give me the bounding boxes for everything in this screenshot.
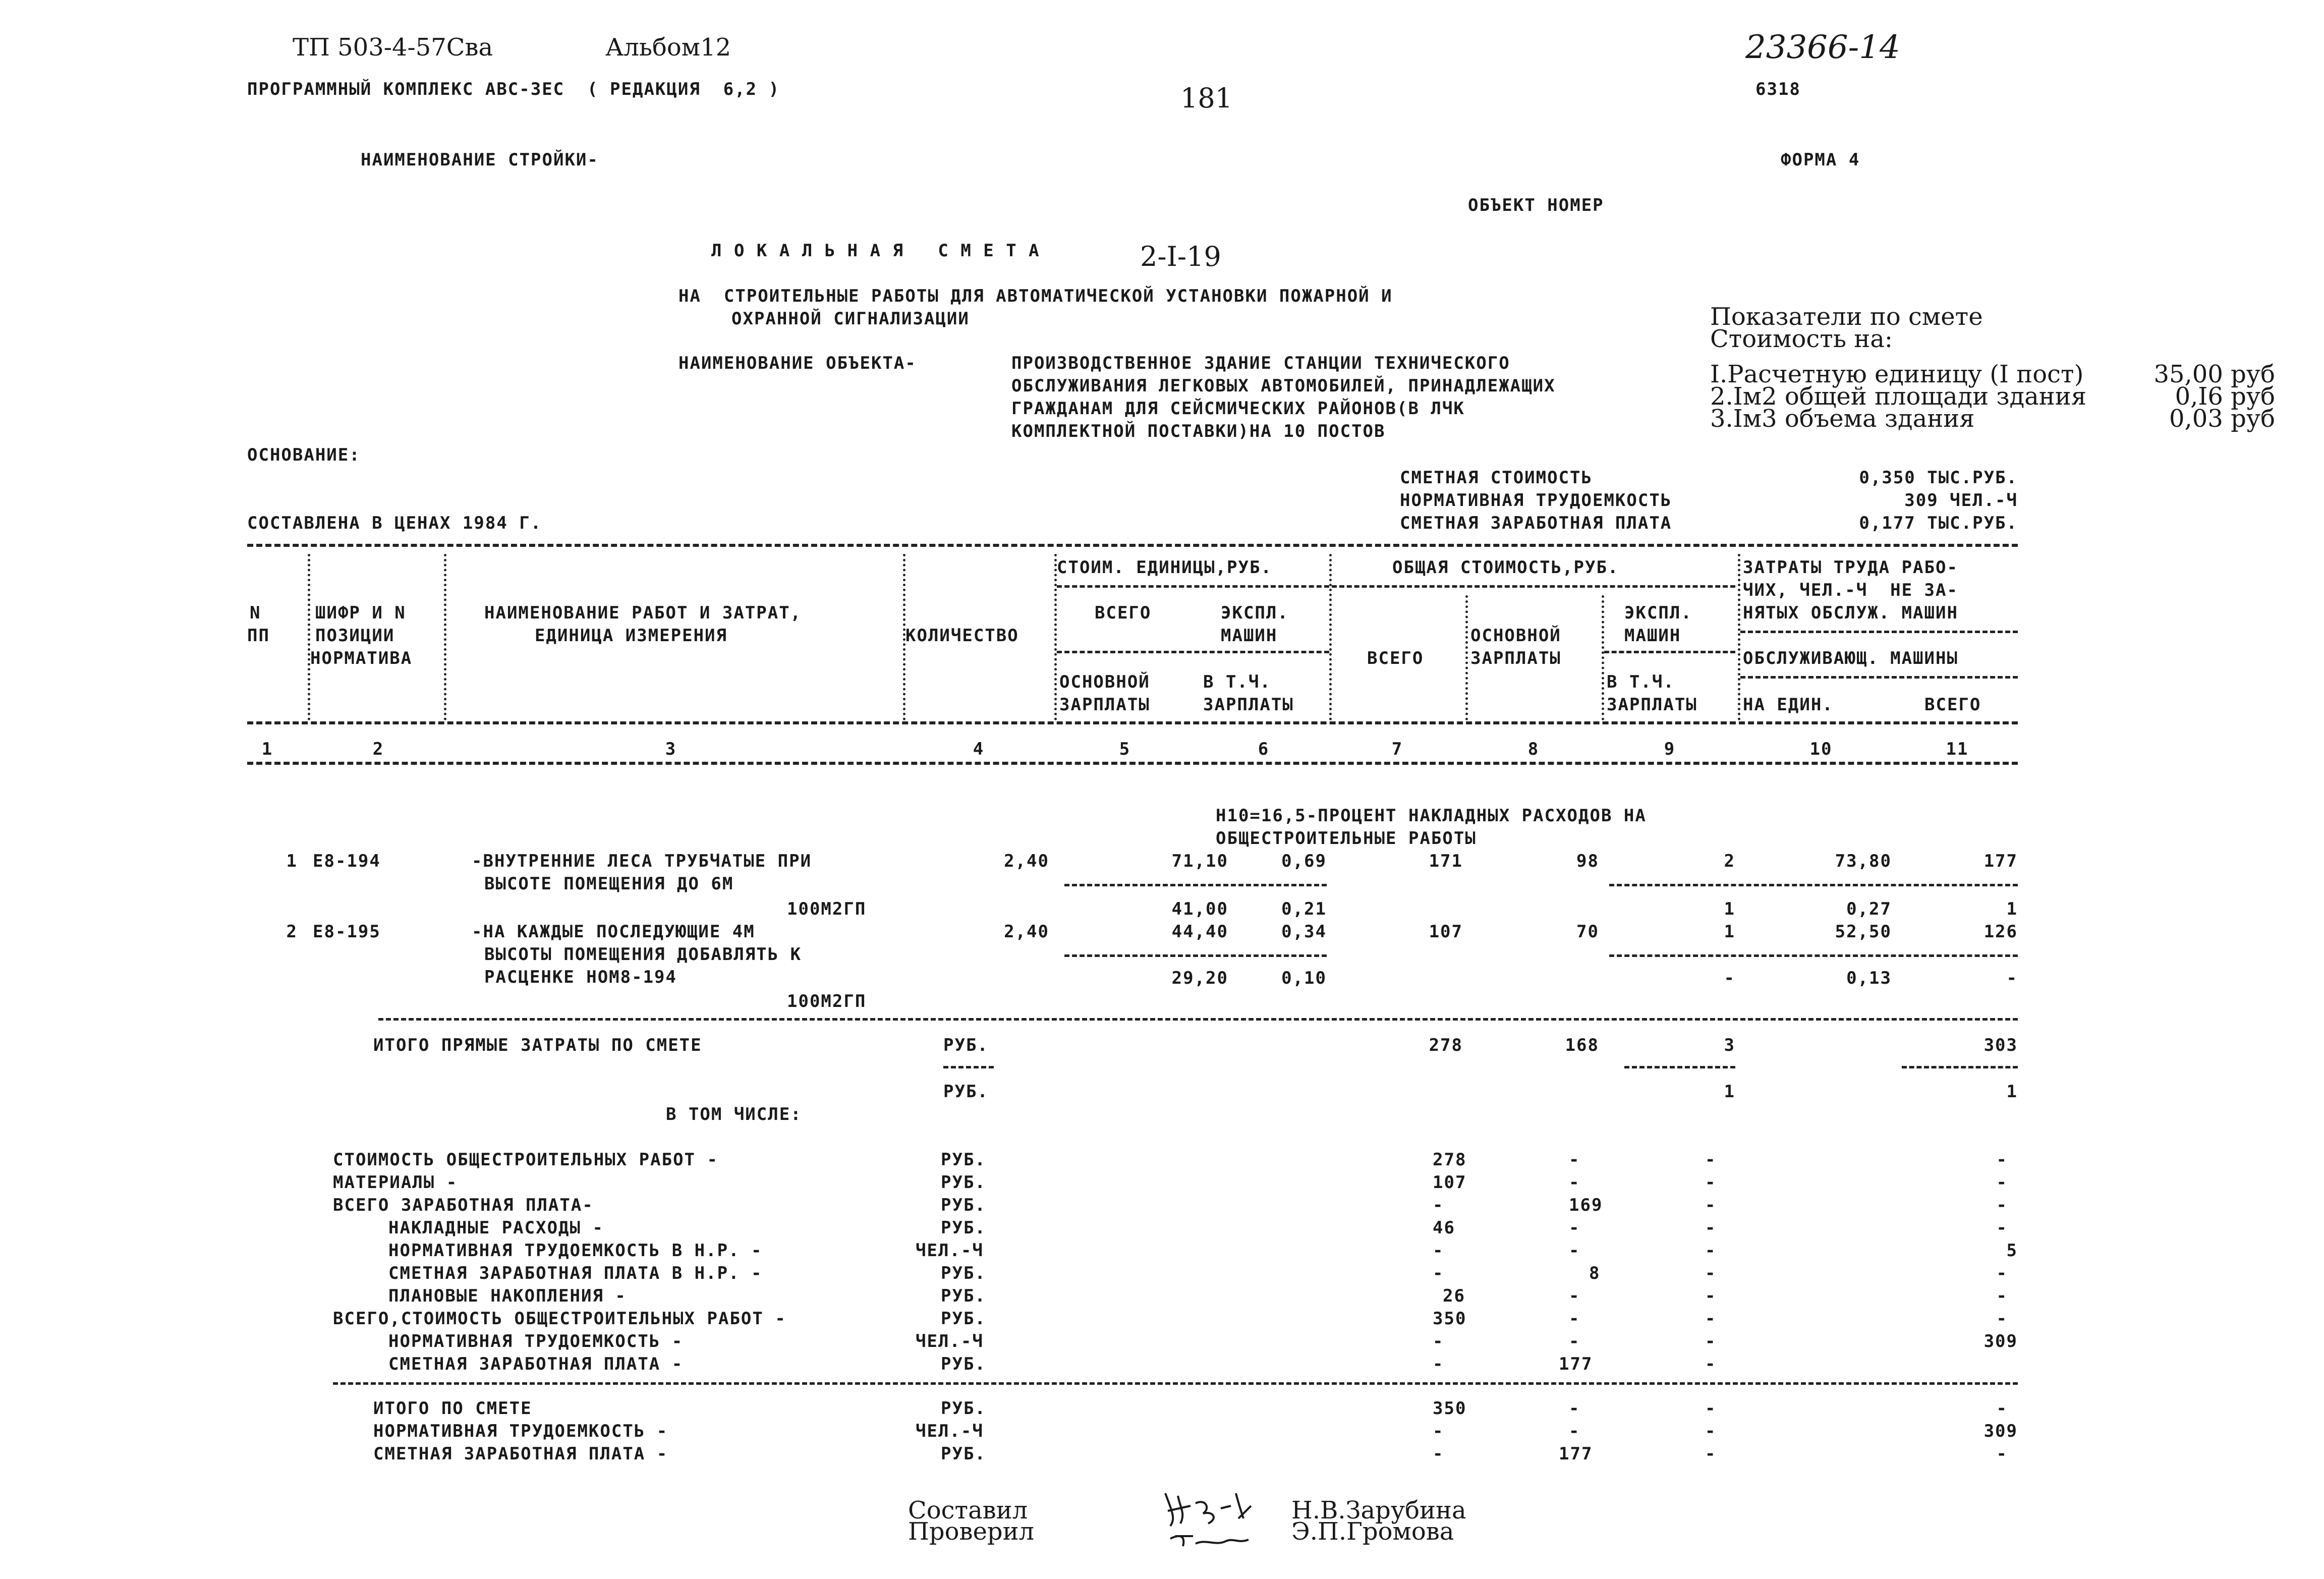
breakdown-unit: РУБ. [941, 1263, 986, 1283]
totals-c8: - [1569, 1421, 1580, 1441]
row-name-line: -НА КАЖДЫЕ ПОСЛЕДУЮЩИЕ 4М [472, 922, 755, 942]
breakdown-c8: - [1569, 1172, 1580, 1193]
header-pp: ПП [247, 626, 270, 646]
indicator-value-1: 35,00 руб [2153, 360, 2275, 388]
indicator-value-3: 0,03 руб [2169, 405, 2275, 433]
header-sub-rule [1057, 585, 1329, 588]
row-c7: 171 [1429, 851, 1463, 871]
header-c9-bottom-2: ЗАРПЛАТЫ [1607, 695, 1697, 715]
direct-costs-c8: 168 [1565, 1035, 1599, 1055]
breakdown-c8: - [1569, 1331, 1580, 1351]
row-unit: 100М2ГП [787, 899, 867, 919]
col-sep [1738, 554, 1740, 720]
row-sub-rule [1609, 884, 2018, 886]
totals-c8: 177 [1559, 1444, 1593, 1464]
breakdown-unit: РУБ. [941, 1286, 986, 1306]
row-c9: 2 [1724, 851, 1735, 871]
basis-label: ОСНОВАНИЕ: [247, 445, 361, 465]
breakdown-label: НОРМАТИВНАЯ ТРУДОЕМКОСТЬ В Н.Р. - [388, 1240, 763, 1261]
direct-costs-sub-rule [1624, 1066, 1735, 1068]
indicator-value-2: 0,I6 руб [2175, 382, 2275, 411]
totals-c11: - [1996, 1398, 2008, 1419]
checked-label: Проверил [908, 1517, 1035, 1546]
header-c6-bottom-1: В Т.Ч. [1203, 672, 1271, 692]
row-c5: 71,10 [1171, 851, 1228, 871]
row-code: Е8-194 [313, 851, 381, 871]
breakdown-c9: - [1705, 1240, 1717, 1261]
row-c9: 1 [1724, 922, 1735, 942]
totals-c8: - [1569, 1398, 1580, 1419]
breakdown-unit: РУБ. [941, 1218, 986, 1238]
breakdown-label: ВСЕГО ЗАРАБОТНАЯ ПЛАТА- [333, 1195, 594, 1215]
header-c6-bottom-2: ЗАРПЛАТЫ [1203, 695, 1294, 715]
row-c9-wage: - [1724, 968, 1735, 988]
direct-costs-c11-wage: 1 [2006, 1082, 2018, 1102]
direct-costs-label: ИТОГО ПРЯМЫЕ ЗАТРАТЫ ПО СМЕТЕ [373, 1035, 702, 1055]
col-number: 9 [1664, 739, 1676, 759]
col-number: 11 [1946, 739, 1969, 759]
header-sub-rule [1332, 585, 1735, 588]
row-code: Е8-195 [313, 922, 381, 942]
breakdown-unit: РУБ. [941, 1150, 986, 1170]
row-c6-wage: 0,10 [1281, 968, 1327, 988]
header-name-1: НАИМЕНОВАНИЕ РАБОТ И ЗАТРАТ, [484, 603, 802, 623]
header-c9-top-1: ЭКСПЛ. [1624, 603, 1692, 623]
estimate-number: 2-I-19 [1140, 241, 1221, 272]
breakdown-c7: 350 [1433, 1309, 1467, 1329]
object-line-4: КОМПЛЕКТНОЙ ПОСТАВКИ)НА 10 ПОСТОВ [1011, 421, 1386, 441]
breakdown-unit: ЧЕЛ.-Ч [916, 1331, 984, 1351]
unit-cost-header: СТОИМ. ЕДИНИЦЫ,РУБ. [1057, 557, 1272, 578]
row-c6: 0,69 [1281, 851, 1327, 871]
breakdown-c11: - [1996, 1195, 2008, 1215]
header-c9-bottom-1: В Т.Ч. [1607, 672, 1675, 692]
breakdown-unit: РУБ. [941, 1195, 986, 1215]
row-unit: 100М2ГП [787, 991, 867, 1011]
object-label: НАИМЕНОВАНИЕ ОБЪЕКТА- [678, 353, 917, 373]
breakdown-label: СМЕТНАЯ ЗАРАБОТНАЯ ПЛАТА В Н.Р. - [388, 1263, 763, 1283]
row-c6: 0,34 [1281, 922, 1327, 942]
header-n: N [250, 603, 261, 623]
total-cost-header: ОБЩАЯ СТОИМОСТЬ,РУБ. [1392, 557, 1619, 578]
object-line-1: ПРОИЗВОДСТВЕННОЕ ЗДАНИЕ СТАНЦИИ ТЕХНИЧЕСКОГО [1011, 353, 1510, 373]
header-qty: КОЛИЧЕСТВО [905, 626, 1019, 646]
row-c5-wage: 29,20 [1171, 968, 1228, 988]
direct-costs-sub-rule [1902, 1066, 2018, 1068]
breakdown-c7: - [1433, 1354, 1444, 1374]
col-sep [1054, 554, 1057, 720]
breakdown-c8: - [1569, 1150, 1580, 1170]
code-right: 6318 [1755, 79, 1801, 99]
header-code-1: ШИФР И N [315, 603, 406, 623]
program-line: ПРОГРАММНЫЙ КОМПЛЕКС АВС-ЗЕС ( РЕДАКЦИЯ 6,2 ) [247, 79, 780, 99]
totals-unit: РУБ. [941, 1398, 986, 1419]
totals-c7: - [1433, 1421, 1444, 1441]
breakdown-c11: - [1996, 1263, 2008, 1283]
breakdown-unit: РУБ. [941, 1309, 986, 1329]
breakdown-c7: 278 [1433, 1150, 1467, 1170]
col-sep [1602, 595, 1604, 720]
breakdown-c7: 107 [1433, 1172, 1467, 1193]
row-qty: 2,40 [1004, 851, 1049, 871]
row-c11-wage: 1 [2006, 899, 2018, 919]
row-sub-rule [1064, 954, 1327, 957]
row-c5: 44,40 [1171, 922, 1228, 942]
direct-costs-unit: РУБ. [943, 1035, 989, 1055]
breakdown-c8: 8 [1589, 1263, 1601, 1283]
direct-costs-c11: 303 [1983, 1035, 2018, 1055]
col-sep [308, 554, 310, 720]
col-number: 7 [1391, 739, 1403, 759]
summary-wage-value: 0,177 ТЫС.РУБ. [1859, 513, 2018, 533]
header-c11: ВСЕГО [1924, 695, 1981, 715]
summary-wage-label: СМЕТНАЯ ЗАРАБОТНАЯ ПЛАТА [1400, 513, 1672, 533]
direct-costs-rule [378, 1018, 2018, 1021]
breakdown-c11: - [1996, 1172, 2008, 1193]
totals-c11: - [1996, 1444, 2008, 1464]
object-number: ОБЪЕКТ НОМЕР [1468, 195, 1604, 215]
breakdown-label: НАКЛАДНЫЕ РАСХОДЫ - [388, 1218, 604, 1238]
header-c5-bottom-1: ОСНОВНОЙ [1059, 672, 1150, 692]
totals-c7: - [1433, 1444, 1444, 1464]
row-c8: 70 [1576, 922, 1599, 942]
checked-name: Э.П.Громова [1291, 1517, 1454, 1546]
breakdown-c9: - [1705, 1354, 1717, 1374]
breakdown-unit: РУБ. [941, 1354, 986, 1374]
row-c11: 126 [1983, 922, 2018, 942]
album-label: Альбом12 [605, 33, 731, 62]
row-c10-wage: 0,13 [1846, 968, 1892, 988]
row-name-line: -ВНУТРЕННИЕ ЛЕСА ТРУБЧАТЫЕ ПРИ [472, 851, 812, 871]
header-c5-top: ВСЕГО [1095, 603, 1152, 623]
page-number: 181 [1180, 82, 1233, 114]
overhead-note-1: Н10=16,5-ПРОЦЕНТ НАКЛАДНЫХ РАСХОДОВ НА [1216, 806, 1647, 826]
row-c10: 73,80 [1835, 851, 1892, 871]
overhead-note-2: ОБЩЕСТРОИТЕЛЬНЫЕ РАБОТЫ [1216, 828, 1477, 849]
including-label: В ТОМ ЧИСЛЕ: [666, 1104, 802, 1124]
breakdown-c9: - [1705, 1195, 1717, 1215]
table-top-rule [247, 544, 2018, 547]
col-sep [1465, 595, 1468, 720]
totals-unit: ЧЕЛ.-Ч [916, 1421, 984, 1441]
breakdown-c8: - [1569, 1309, 1580, 1329]
row-name-line: ВЫСОТЫ ПОМЕЩЕНИЯ ДОБАВЛЯТЬ К [484, 944, 802, 965]
breakdown-c11: - [1996, 1218, 2008, 1238]
signature-compiled [1155, 1483, 1256, 1554]
summary-labor-value: 309 ЧЕЛ.-Ч [1904, 490, 2018, 511]
totals-c11: 309 [1983, 1421, 2018, 1441]
row-c5-wage: 41,00 [1171, 899, 1228, 919]
breakdown-c8: - [1569, 1240, 1580, 1261]
breakdown-c8: 169 [1569, 1195, 1603, 1215]
row-c6-wage: 0,21 [1281, 899, 1327, 919]
totals-label: НОРМАТИВНАЯ ТРУДОЕМКОСТЬ - [373, 1421, 668, 1441]
row-c11: 177 [1983, 851, 2018, 871]
col-number: 1 [261, 739, 273, 759]
breakdown-c11: - [1996, 1309, 2008, 1329]
header-c10: НА ЕДИН. [1743, 695, 1834, 715]
direct-costs-c9: 3 [1724, 1035, 1735, 1055]
breakdown-c7: 46 [1433, 1218, 1455, 1238]
estimate-title: Л О К А Л Ь Н А Я С М Е Т А [711, 241, 1040, 261]
row-c10: 52,50 [1835, 922, 1892, 942]
object-line-2: ОБСЛУЖИВАНИЯ ЛЕГКОВЫХ АВТОМОБИЛЕЙ, ПРИНАДЛЕЖАЩИХ [1011, 376, 1556, 396]
breakdown-label: ПЛАНОВЫЕ НАКОПЛЕНИЯ - [388, 1286, 627, 1306]
breakdown-label: СМЕТНАЯ ЗАРАБОТНАЯ ПЛАТА - [388, 1354, 684, 1374]
breakdown-c11: - [1996, 1150, 2008, 1170]
header-c7: ВСЕГО [1367, 648, 1424, 668]
object-line-3: ГРАЖДАНАМ ДЛЯ СЕЙСМИЧЕСКИХ РАЙОНОВ(В ЛЧК [1011, 399, 1465, 419]
row-name-line: ВЫСОТЕ ПОМЕЩЕНИЯ ДО 6М [484, 874, 734, 894]
summary-labor-label: НОРМАТИВНАЯ ТРУДОЕМКОСТЬ [1400, 490, 1672, 511]
breakdown-c7: - [1433, 1331, 1444, 1351]
breakdown-c11: 5 [2006, 1240, 2018, 1261]
totals-label: ИТОГО ПО СМЕТЕ [373, 1398, 532, 1419]
header-name-2: ЕДИНИЦА ИЗМЕРЕНИЯ [535, 626, 727, 646]
work-line-2: ОХРАННОЙ СИГНАЛИЗАЦИИ [731, 309, 970, 329]
header-sub-rule [1057, 651, 1329, 653]
row-number: 2 [286, 922, 298, 942]
labor-header-1: ЗАТРАТЫ ТРУДА РАБО- [1743, 557, 1958, 578]
col-number: 5 [1119, 739, 1131, 759]
compiled-name: Н.В.Зарубина [1291, 1496, 1466, 1525]
breakdown-unit: ЧЕЛ.-Ч [916, 1240, 984, 1261]
col-number: 10 [1809, 739, 1833, 759]
row-c8: 98 [1576, 851, 1599, 871]
header-c6-top-2: МАШИН [1221, 626, 1278, 646]
header-c8-2: ЗАРПЛАТЫ [1470, 648, 1561, 668]
row-c7: 107 [1429, 922, 1463, 942]
breakdown-c8: - [1569, 1218, 1580, 1238]
row-sub-rule [1064, 884, 1327, 886]
breakdown-c9: - [1705, 1172, 1717, 1193]
totals-label: СМЕТНАЯ ЗАРАБОТНАЯ ПЛАТА - [373, 1444, 668, 1464]
row-c11-wage: - [2006, 968, 2018, 988]
totals-c9: - [1705, 1398, 1717, 1419]
breakdown-c9: - [1705, 1331, 1717, 1351]
building-label: НАИМЕНОВАНИЕ СТРОЙКИ- [361, 150, 599, 170]
breakdown-unit: РУБ. [941, 1172, 986, 1193]
col-number: 6 [1258, 739, 1270, 759]
labor-header-3: НЯТЫХ ОБСЛУЖ. МАШИН [1743, 603, 1958, 623]
direct-costs-c7: 278 [1429, 1035, 1463, 1055]
labor-sub-header: ОБСЛУЖИВАЮЩ. МАШИНЫ [1743, 648, 1958, 668]
col-sep [1329, 554, 1332, 720]
row-name-line: РАСЦЕНКЕ НОМ8-194 [484, 967, 677, 987]
row-sub-rule [1609, 954, 2018, 957]
breakdown-label: НОРМАТИВНАЯ ТРУДОЕМКОСТЬ - [388, 1331, 684, 1351]
breakdown-c8: 177 [1559, 1354, 1593, 1374]
row-c10-wage: 0,27 [1846, 899, 1892, 919]
summary-cost-label: СМЕТНАЯ СТОИМОСТЬ [1400, 468, 1593, 488]
breakdown-c11: 309 [1983, 1331, 2018, 1351]
work-line-1: НА СТРОИТЕЛЬНЫЕ РАБОТЫ ДЛЯ АВТОМАТИЧЕСКОЙ УСТАНОВКИ ПОЖАРНОЙ И [678, 286, 1393, 306]
breakdown-c7: - [1433, 1240, 1444, 1261]
header-c6-top-1: ЭКСПЛ. [1221, 603, 1289, 623]
header-sub-rule [1740, 631, 2018, 633]
totals-rule [333, 1382, 2018, 1385]
col-number: 8 [1527, 739, 1540, 759]
row-number: 1 [286, 851, 298, 871]
indicator-label-1: I.Расчетную единицу (I пост) [1710, 360, 2084, 388]
direct-costs-unit-2: РУБ. [943, 1082, 989, 1102]
header-c8-1: ОСНОВНОЙ [1470, 626, 1561, 646]
totals-c7: 350 [1433, 1398, 1467, 1419]
summary-cost-value: 0,350 ТЫС.РУБ. [1859, 468, 2018, 488]
doc-code: ТП 503-4-57Сва [293, 33, 493, 62]
direct-costs-sub-rule [943, 1066, 994, 1068]
header-sub-rule [1604, 651, 1735, 653]
header-c5-bottom-2: ЗАРПЛАТЫ [1059, 695, 1150, 715]
col-number: 2 [372, 739, 384, 759]
col-number: 3 [665, 739, 677, 759]
header-number-rule [247, 721, 2018, 724]
indicators-title: Показатели по смете [1710, 303, 1983, 331]
breakdown-c8: - [1569, 1286, 1580, 1306]
header-c9-top-2: МАШИН [1624, 626, 1681, 646]
breakdown-c7: - [1433, 1263, 1444, 1283]
handwritten-number: 23366-14 [1745, 29, 1900, 66]
header-sub-rule [1740, 676, 2018, 679]
breakdown-c9: - [1705, 1150, 1717, 1170]
totals-unit: РУБ. [941, 1444, 986, 1464]
col-sep [444, 554, 446, 720]
prices-label: СОСТАВЛЕНА В ЦЕНАХ 1984 Г. [247, 513, 542, 533]
indicator-label-3: 3.Iм3 объема здания [1710, 405, 1975, 433]
breakdown-c9: - [1705, 1218, 1717, 1238]
row-qty: 2,40 [1004, 922, 1049, 942]
header-code-2: ПОЗИЦИИ [315, 626, 395, 646]
col-number: 4 [973, 739, 985, 759]
indicators-subtitle: Стоимость на: [1710, 325, 1893, 353]
breakdown-label: ВСЕГО,СТОИМОСТЬ ОБЩЕСТРОИТЕЛЬНЫХ РАБОТ - [333, 1309, 786, 1329]
breakdown-c9: - [1705, 1263, 1717, 1283]
breakdown-c7: - [1433, 1195, 1444, 1215]
direct-costs-c9-wage: 1 [1724, 1082, 1735, 1102]
totals-c9: - [1705, 1444, 1717, 1464]
breakdown-c7: 26 [1443, 1286, 1465, 1306]
indicator-label-2: 2.Iм2 общей площади здания [1710, 382, 2087, 411]
breakdown-c11: - [1996, 1286, 2008, 1306]
compiled-label: Составил [908, 1496, 1028, 1525]
header-code-3: НОРМАТИВА [310, 648, 413, 668]
row-c9-wage: 1 [1724, 899, 1735, 919]
form-label: ФОРМА 4 [1781, 150, 1860, 170]
breakdown-label: СТОИМОСТЬ ОБЩЕСТРОИТЕЛЬНЫХ РАБОТ - [333, 1150, 718, 1170]
breakdown-c9: - [1705, 1286, 1717, 1306]
totals-c9: - [1705, 1421, 1717, 1441]
breakdown-label: МАТЕРИАЛЫ - [333, 1172, 458, 1193]
breakdown-c9: - [1705, 1309, 1717, 1329]
labor-header-2: ЧИХ, ЧЕЛ.-Ч НЕ ЗА- [1743, 580, 1958, 600]
header-bottom-rule [247, 762, 2018, 765]
